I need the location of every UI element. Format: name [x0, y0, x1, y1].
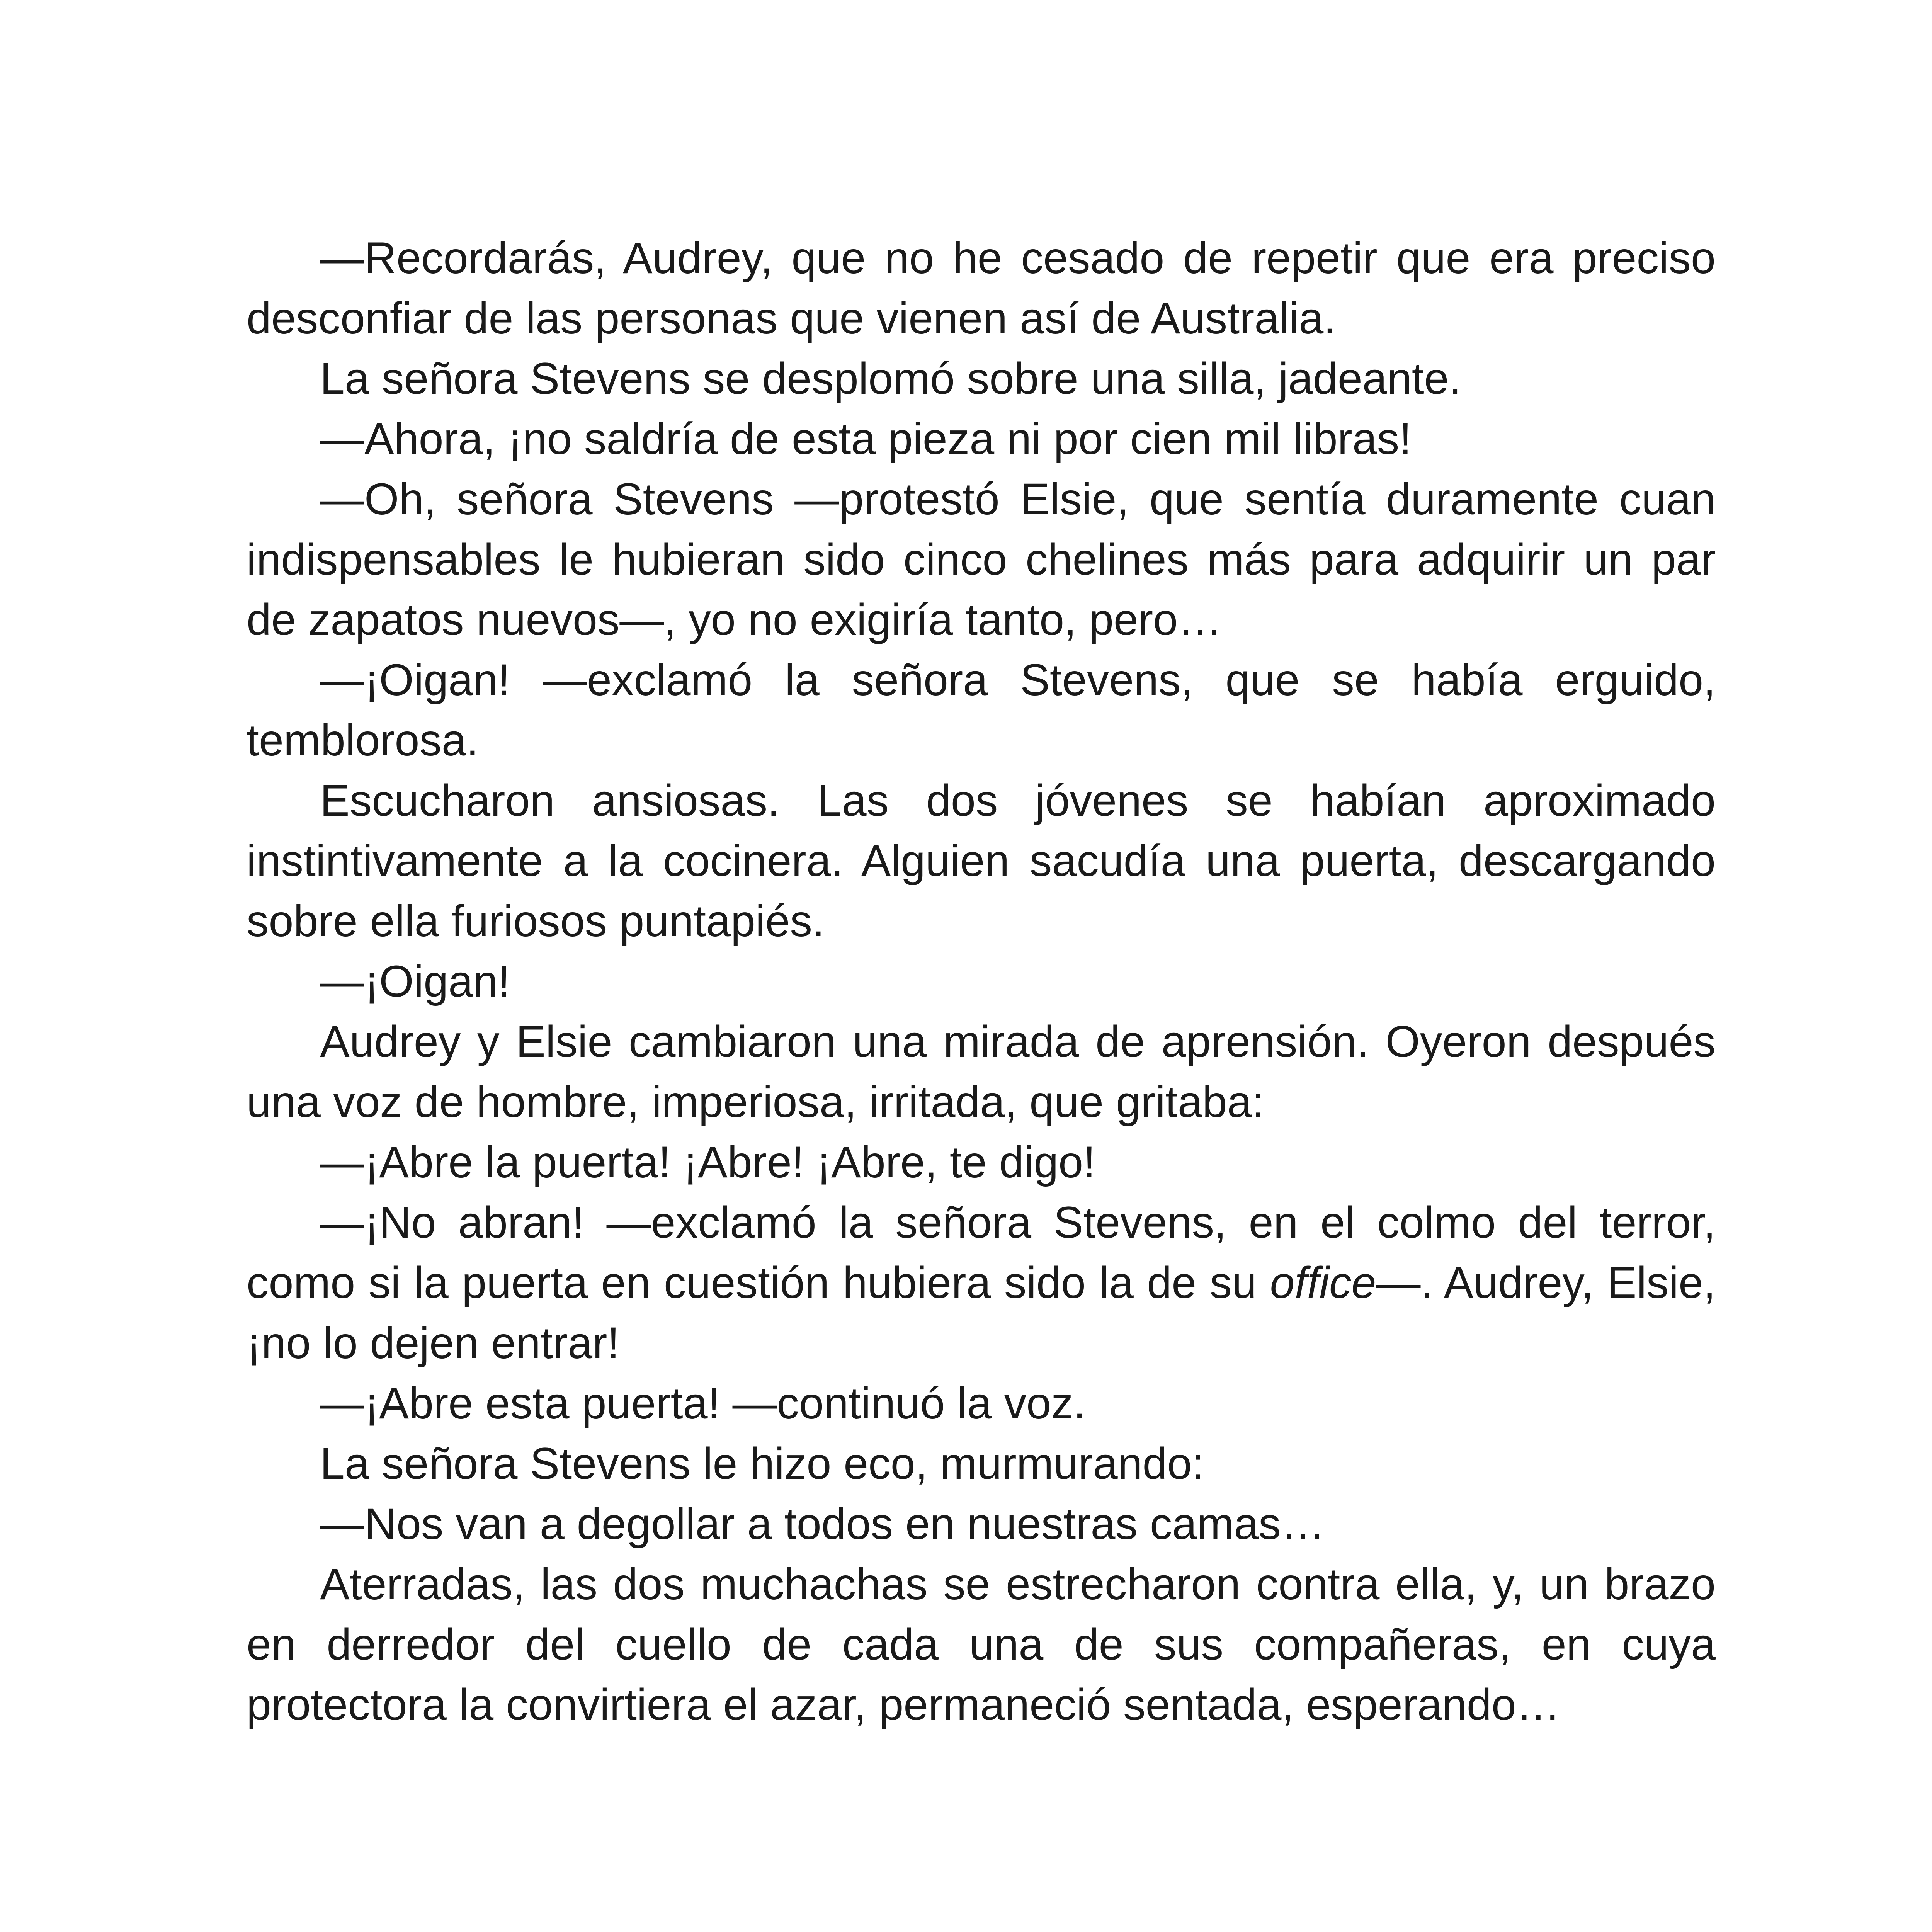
paragraph: Aterradas, las dos muchachas se estrecharon contra ella, y, un brazo en derredor del cuello de cada una de sus compañeras, en cuya protectora la convirtiera el azar, permaneció sentada, esperando… — [247, 1560, 1716, 1730]
body-text — [247, 228, 1716, 1735]
paragraph: —Nos van a degollar a todos en nuestras camas… — [320, 1499, 1325, 1549]
paragraph: —Recordarás, Audrey, que no he cesado de repetir que era preciso desconfiar de las personas que vienen así de Australia. — [247, 233, 1716, 343]
paragraph: —¡Oigan! —exclamó la señora Stevens, que se había erguido, temblorosa. — [247, 655, 1716, 765]
paragraph: —Ahora, ¡no saldría de esta pieza ni por cien mil libras! — [320, 414, 1412, 464]
paragraph: —¡Oigan! — [320, 957, 510, 1006]
paragraph: —¡Abre esta puerta! —continuó la voz. — [320, 1379, 1086, 1428]
paragraph — [247, 1192, 1716, 1373]
paragraph-text: —¡No abran! —exclamó la señora Stevens, en el colmo del terror, como si la puerta en cuestión hubiera sido la de su — [247, 1198, 1716, 1308]
paragraph: —¡Abre la puerta! ¡Abre! ¡Abre, te digo! — [320, 1138, 1096, 1187]
italic-word: office — [1270, 1258, 1376, 1308]
paragraph-text: —. Audrey, Elsie, ¡no lo dejen entrar! — [247, 1258, 1716, 1368]
paragraph: Audrey y Elsie cambiaron una mirada de aprensión. Oyeron después una voz de hombre, imperiosa, irritada, que gritaba: — [247, 1017, 1716, 1127]
paragraph: La señora Stevens le hizo eco, murmurando: — [320, 1439, 1204, 1488]
paragraph: —Oh, señora Stevens —protestó Elsie, que sentía duramente cuan indispensables le hubieran sido cinco chelines más para adquirir un par de zapatos nuevos—, yo no exigiría tanto, pero… — [247, 474, 1716, 645]
paragraph: La señora Stevens se desplomó sobre una silla, jadeante. — [320, 354, 1461, 403]
paragraph: Escucharon ansiosas. Las dos jóvenes se habían aproximado instintivamente a la cocinera. Alguien sacudía una puerta, descargando sobre ella furiosos puntapiés. — [247, 776, 1716, 946]
